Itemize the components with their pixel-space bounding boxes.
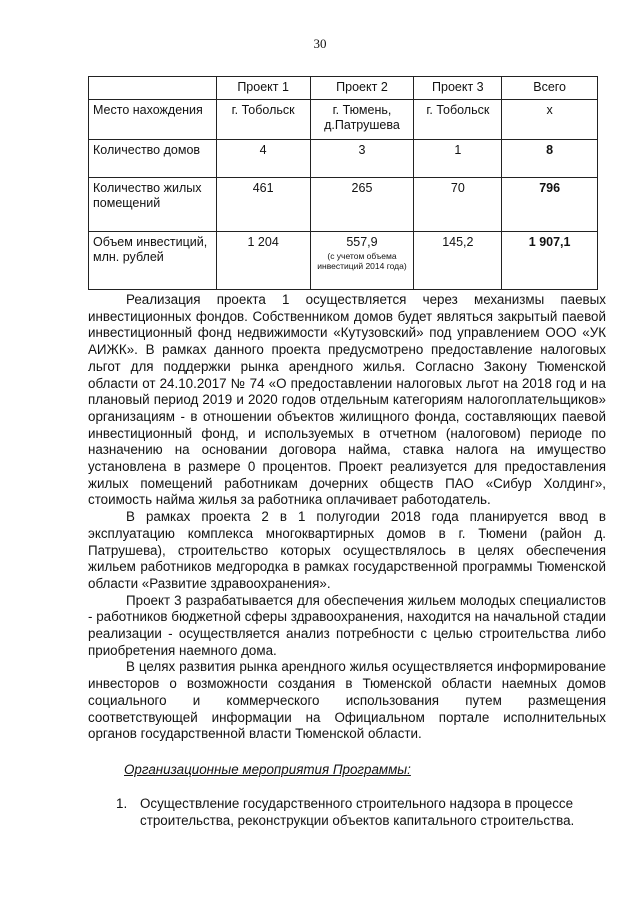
list-marker: 1. xyxy=(116,796,128,811)
table-cell: 4 xyxy=(216,140,310,178)
table-cell: х xyxy=(502,100,598,140)
row-label: Количество жилых помещений xyxy=(89,178,217,232)
table-row xyxy=(89,100,598,140)
table-cell: 265 xyxy=(310,178,414,232)
table-cell: 1 xyxy=(414,140,502,178)
body-text xyxy=(88,292,606,743)
table-cell: 1 907,1 xyxy=(502,232,598,290)
paragraph: В рамках проекта 2 в 1 полугодии 2018 года планируется ввод в эксплуатацию комплекса многоквартирных домов в г. Тюмени (район д. Патрушева), строительство которых осуществлялось в целях обеспечения жильем работников медгородка в рамках государственной программы Тюменской области «Развитие здравоохранения». xyxy=(88,509,606,591)
list-item-text: Осуществление государственного строительного надзора в процессе строительства, реконструкции объектов капитального строительства. xyxy=(140,796,575,828)
table-header-cell: Всего xyxy=(502,77,598,100)
cell-value: 557,9 xyxy=(346,235,378,249)
table-cell: 70 xyxy=(414,178,502,232)
paragraph: Проект 3 разрабатывается для обеспечения жильем молодых специалистов - работников бюджетной сферы здравоохранения, находится на начальной стадии реализации - осуществляется анализ потребности с целью строительства либо приобретения наемного дома. xyxy=(88,592,606,658)
table-cell: 3 xyxy=(310,140,414,178)
table-cell: 796 xyxy=(502,178,598,232)
paragraph: Реализация проекта 1 осуществляется через механизмы паевых инвестиционных фондов. Собственником домов будет являться закрытый паевой инвестиционный фонд недвижимости «Кутузовский» под управлением ООО «УК АИЖК». В рамках данного проекта предусмотрено предоставление налоговых льгот для поддержки рынка арендного жилья. Согласно Закону Тюменской области от 24.10.2017 № 74 «О предоставлении налоговых льгот на 2018 год и на плановый период 2019 и 2020 годов отдельным категориям налогоплательщиков» организациям - в отношении объектов жилищного фонда, составляющих паевой инвестиционный фонд, и используемых в отчетном (налоговом) периоде по назначению на основании договора найма, ставка налога на имущество установлена в размере 0 процентов. Проект реализуется для предоставления жилых помещений работникам дочерних обществ ПАО «Сибур Холдинг», стоимость найма жилья за работника оплачивает работодатель. xyxy=(88,292,606,508)
table-header-cell: Проект 2 xyxy=(310,77,414,100)
table-cell: г. Тобольск xyxy=(414,100,502,140)
table-cell: 8 xyxy=(502,140,598,178)
table-row xyxy=(89,232,598,290)
paragraph: В целях развития рынка арендного жилья осуществляется информирование инвесторов о возможности создания в Тюменской области наемных домов социального и коммерческого использования путем размещения соответствующей информации на Официальном портале исполнительных органов государственной власти Тюменской области. xyxy=(88,659,606,742)
projects-table xyxy=(88,76,598,290)
list-item xyxy=(116,795,606,829)
table-header-cell: Проект 3 xyxy=(414,77,502,100)
page-number: 30 xyxy=(313,36,327,51)
section-title: Организационные мероприятия Программы: xyxy=(124,762,411,777)
table-header-cell: Проект 1 xyxy=(216,77,310,100)
table-row xyxy=(89,178,598,232)
table-header-cell xyxy=(89,77,217,100)
table-cell: г. Тобольск xyxy=(216,100,310,140)
cell-note: (с учетом объема инвестиций 2014 года) xyxy=(317,251,407,271)
table-cell: 1 204 xyxy=(216,232,310,290)
table-cell: 145,2 xyxy=(414,232,502,290)
table-cell: г. Тюмень, д.Патрушева xyxy=(310,100,414,140)
row-label: Место нахождения xyxy=(89,100,217,140)
table-cell: 461 xyxy=(216,178,310,232)
row-label: Количество домов xyxy=(89,140,217,178)
table-row xyxy=(89,140,598,178)
table-header-row xyxy=(89,77,598,100)
row-label: Объем инвестиций, млн. рублей xyxy=(89,232,217,290)
table-cell xyxy=(310,232,414,290)
